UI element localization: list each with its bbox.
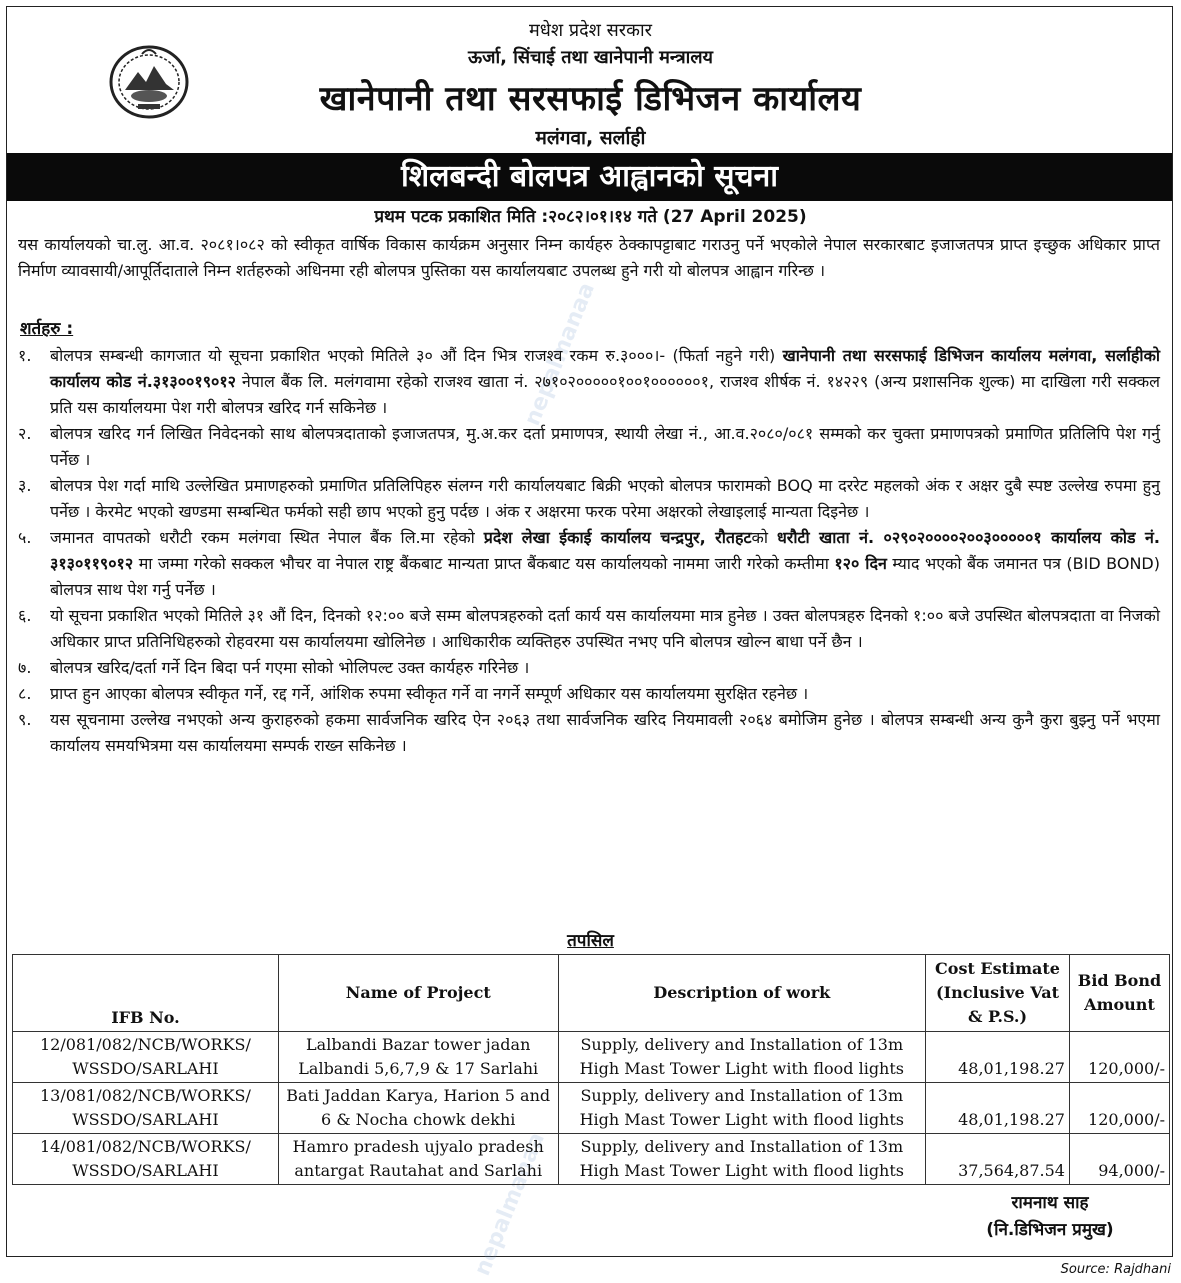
signatory-title: (नि.डिभिजन प्रमुख) [986, 1220, 1114, 1240]
table-row [13, 1134, 1170, 1185]
watermark: nepalmanaa [470, 1129, 551, 1280]
work-description: Supply, delivery and Installation of 13m High Mast Tower Light with flood lights [558, 1134, 926, 1185]
conditions-heading: शर्तहरु : [20, 319, 74, 339]
schedule-table [12, 954, 1170, 1185]
conditions-list [18, 343, 1160, 759]
cost-estimate: 37,564,87.54 [926, 1134, 1070, 1185]
column-header-ifb: IFB No. [13, 955, 279, 1032]
condition-item: २. बोलपत्र खरिद गर्न लिखित निवेदनको साथ बोलपत्रदाताको इजाजतपत्र, मु.अ.कर दर्ता प्रमाणपत्र, स्थायी लेखा नं., आ.व.२०८०/०८१ सम्मको कर चुक्ता प्रमाणपत्रको प्रमाणित प्रतिलिपि पेश गर्नु पर्नेछ । [18, 424, 1160, 469]
column-header-bid-bond: Bid Bond Amount [1069, 955, 1169, 1032]
ministry-name: ऊर्जा, सिंचाई तथा खानेपानी मन्त्रालय [467, 47, 713, 68]
table-row [13, 1083, 1170, 1134]
intro-paragraph: यस कार्यालयको चा.लु. आ.व. २०८१।०८२ को स्वीकृत वार्षिक विकास कार्यक्रम अनुसार निम्न कार्यहरु ठेक्कापट्टाबाट गराउनु पर्ने भएकोले नेपाल सरकारबाट इजाजतपत्र प्राप्त इच्छुक अधिकार प्राप्त निर्माण व्यावसायी/आपूर्तिदाताले निम्न शर्तहरुको अधिनमा रही बोलपत्र पुस्तिका यस कार्यालयबाट उपलब्ध हुने गरी यो बोलपत्र आह्वान गरिन्छ । [18, 235, 1160, 280]
bid-bond-amount: 94,000/- [1069, 1134, 1169, 1185]
ifb-number: 13/081/082/NCB/WORKS/ WSSDO/SARLAHI [13, 1083, 279, 1134]
table-row [13, 1032, 1170, 1083]
condition-item: ३. बोलपत्र पेश गर्दा माथि उल्लेखित प्रमाणहरुको प्रमाणित प्रतिलिपिहरु संलग्न गरी कार्यालयबाट बिक्री भएको बोलपत्र फारामको BOQ मा दररेट महलको अंक र अक्षर दुबै स्पष्ट उल्लेख रुपमा हुनु पर्नेछ । केरमेट भएको खण्डमा सम्बन्धित फर्मको सही छाप भएको हुनु पर्दछ । अंक र अक्षरमा फरक परेमा अक्षरको लेखाइलाई मान्यता दिइनेछ । [18, 476, 1160, 521]
condition-item: ७. बोलपत्र खरिद/दर्ता गर्ने दिन बिदा पर्न गएमा सोको भोलिपल्ट उक्त कार्यहरु गरिनेछ । [18, 658, 530, 677]
ifb-number: 14/081/082/NCB/WORKS/ WSSDO/SARLAHI [13, 1134, 279, 1185]
schedule-heading: तपसिल [567, 931, 614, 951]
ifb-number: 12/081/082/NCB/WORKS/ WSSDO/SARLAHI [13, 1032, 279, 1083]
table-header-row [13, 955, 1170, 1032]
office-name: खानेपानी तथा सरसफाई डिभिजन कार्यालय [319, 79, 862, 119]
column-header-cost-estimate: Cost Estimate (Inclusive Vat & P.S.) [926, 955, 1070, 1032]
cost-estimate: 48,01,198.27 [926, 1032, 1070, 1083]
signatory-name: रामनाथ साह [1011, 1193, 1089, 1213]
column-header-project: Name of Project [278, 955, 558, 1032]
condition-item: १. बोलपत्र सम्बन्धी कागजात यो सूचना प्रकाशित भएको मितिले ३० औं दिन भित्र राजश्व रकम रु.३०००।- (फिर्ता नहुने गरी) खानेपानी तथा सरसफाई डिभिजन कार्यालय मलंगवा, सर्लाहीको कार्यालय कोड नं.३१३००१९०१२ नेपाल बैंक लि. मलंगवामा रहेको राजश्व खाता नं. २७१०२०००००१००१००००००१, राजश्व शीर्षक नं. १४२२९ (अन्य प्रशासनिक शुल्क) मा दाखिला गरी सक्कल प्रति यस कार्यालयमा पेश गरी बोलपत्र खरिद गर्न सकिनेछ । [18, 346, 1161, 417]
office-location: मलंगवा, सर्लाही [535, 127, 646, 149]
bid-bond-amount: 120,000/- [1069, 1032, 1169, 1083]
condition-item: ९. यस सूचनामा उल्लेख नभएको अन्य कुराहरुको हकमा सार्वजनिक खरिद ऐन २०६३ तथा सार्वजनिक खरिद नियमावली २०६४ बमोजिम हुनेछ । बोलपत्र सम्बन्धी अन्य कुनै कुरा बुझ्नु पर्ने भएमा कार्यालय समयभित्रमा यस कार्यालयमा सम्पर्क राख्न सकिनेछ । [18, 710, 1160, 755]
bid-bond-amount: 120,000/- [1069, 1083, 1169, 1134]
cost-estimate: 48,01,198.27 [926, 1083, 1070, 1134]
condition-item: ५. जमानत वापतको धरौटी रकम मलंगवा स्थित नेपाल बैंक लि.मा रहेको प्रदेश लेखा ईकाई कार्यालय चन्द्रपुर, रौतहटको धरौटी खाता नं. ०२९०२००००२००३०००००१ कार्यालय कोड नं. ३१३०११९०१२ मा जम्मा गरेको सक्कल भौचर वा नेपाल राष्ट्र बैंकबाट मान्यता प्राप्त बैंकबाट यस कार्यालयको नाममा जारी गरेको कम्तीमा १२० दिन म्याद भएको बैंक जमानत पत्र (BID BOND) बोलपत्र साथ पेश गर्नु पर्नेछ । [18, 528, 1160, 599]
publication-date: प्रथम पटक प्रकाशित मिति :२०८२।०१।१४ गते (27 April 2025) [374, 207, 807, 227]
condition-item: ६. यो सूचना प्रकाशित भएको मितिले ३१ औं दिन, दिनको १२:०० बजे सम्म बोलपत्रहरुको दर्ता कार्य यस कार्यालयमा मात्र हुनेछ । उक्त बोलपत्रहरु दिनको १:०० बजे उपस्थित बोलपत्रदाता वा निजको अधिकार प्राप्त प्रतिनिधिहरुको रोहवरमा यस कार्यालयमा खोलिनेछ । आधिकारीक व्यक्तिहरु उपस्थित नभए पनि बोलपत्र खोल्न बाधा पर्ने छैन । [18, 606, 1160, 651]
source-credit: Source: Rajdhani [1060, 1262, 1171, 1277]
project-name: Hamro pradesh ujyalo pradesh antargat Rautahat and Sarlahi [278, 1134, 558, 1185]
notice-title: शिलबन्दी बोलपत्र आह्वानको सूचना [7, 153, 1172, 201]
work-description: Supply, delivery and Installation of 13m High Mast Tower Light with flood lights [558, 1032, 926, 1083]
project-name: Lalbandi Bazar tower jadan Lalbandi 5,6,7,9 & 17 Sarlahi [278, 1032, 558, 1083]
watermark: nepalmanaa [520, 279, 601, 430]
condition-item: ८. प्राप्त हुन आएका बोलपत्र स्वीकृत गर्ने, रद्द गर्ने, आंशिक रुपमा स्वीकृत गर्ने वा नगर्ने सम्पूर्ण अधिकार यस कार्यालयमा सुरक्षित रहनेछ । [18, 684, 809, 703]
column-header-description: Description of work [558, 955, 926, 1032]
work-description: Supply, delivery and Installation of 13m High Mast Tower Light with flood lights [558, 1083, 926, 1134]
government-name: मधेश प्रदेश सरकार [529, 20, 652, 41]
project-name: Bati Jaddan Karya, Harion 5 and 6 & Nocha chowk dekhi [278, 1083, 558, 1134]
